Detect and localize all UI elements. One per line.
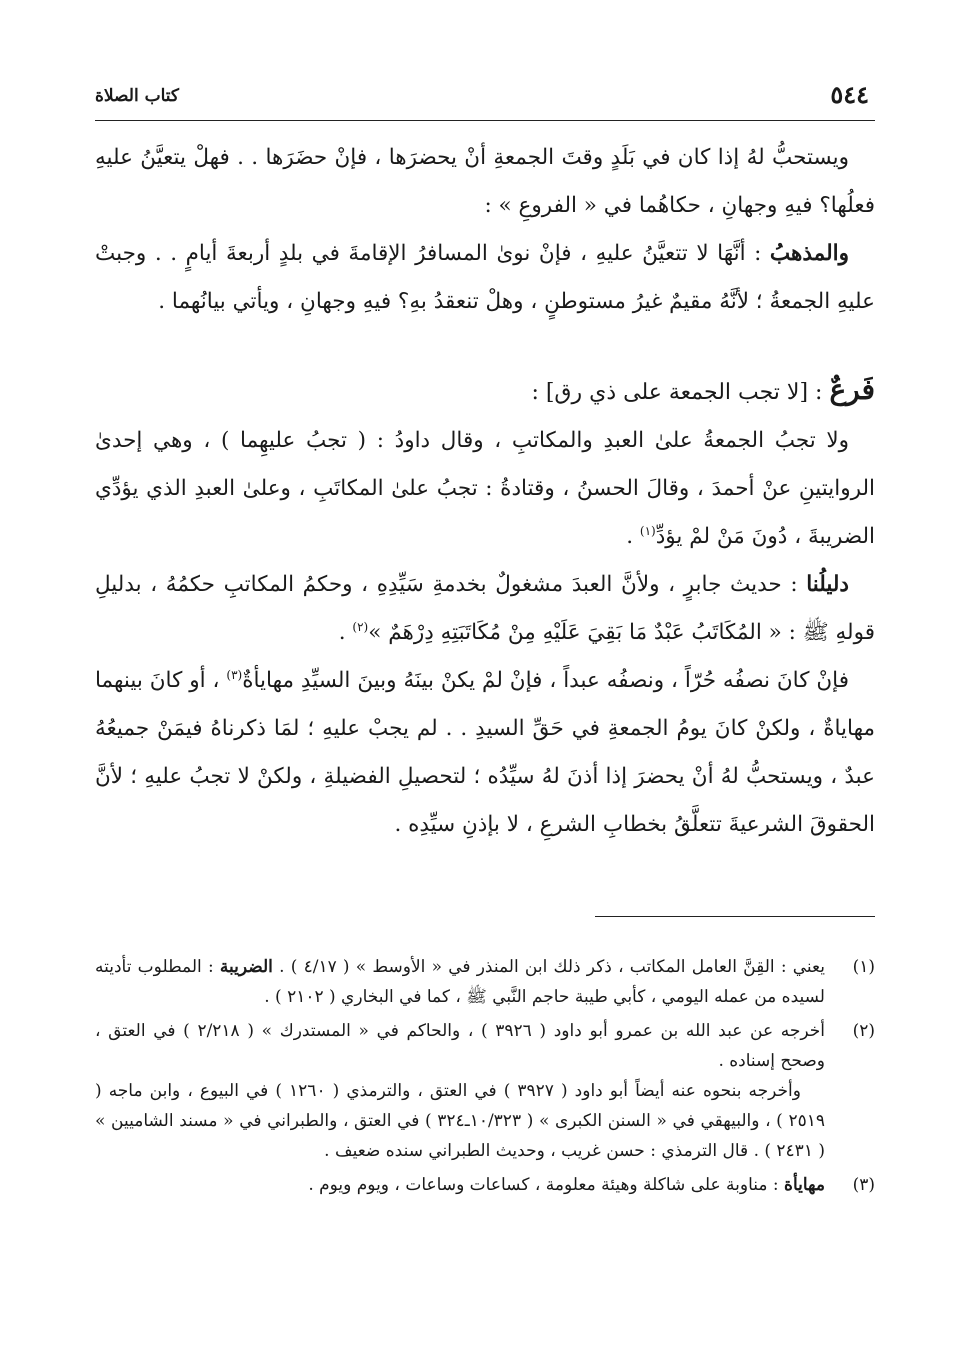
page-header — [95, 80, 875, 116]
paragraph-4: دليلُنا : حديث جابرٍ ، ولأنَّ العبدَ مشغولٌ بخدمةِ سَيِّدِهِ ، وحكمُ المكاتبِ حكمُهُ ، بدليلِ قولهِ ﷺ : « المُكَاتَبُ عَبْدٌ مَا بَقِيَ عَلَيْهِ مِنْ مُكَاتَبَتِهِ دِرْهَمٌ »$^{(٢)}$ . — [95, 572, 875, 645]
book-title: كتاب الصلاة — [95, 86, 180, 106]
footnote-number: (١) — [852, 957, 875, 977]
main-text — [95, 134, 875, 849]
footnote-number: (٢) — [852, 1021, 875, 1041]
footnote-ref-3[interactable]: (٣) — [226, 667, 243, 682]
header-rule — [95, 120, 875, 121]
footnote-2: (٢) أخرجه عن عبد الله بن عمرو أبو داود ( ٣٩٢٦ ) ، والحاكم في « المستدرك » ( ٢/٢١٨ ) في العتق ، وصحح إسناده . وأخرجه بنحوه عنه أيضاً أبو داود ( ٣٩٢٧ ) في العتق ، والترمذي ( ١٢٦٠ ) في البيوع ، وابن ماجه ( ٢٥١٩ ) ، والبيهقي في « السنن الكبرى » ( ١٠/٣٢٣ـ٣٢٤ ) في العتق ، والطبراني في « مسند الشاميين » ( ٢٤٣١ ) . قال الترمذي : حسن غريب ، وحديث الطبراني سنده ضعيف . — [95, 1016, 875, 1166]
paragraph-5: فإنْ كانَ نصفُه حُرّاً ، ونصفُه عبداً ، فإنْ لمْ يكنْ بينَهُ وبينَ السيِّدِ مهايأةٌ$^{(٣)}$ ، أو كانَ بينهما مهاياةٌ ، ولكنْ كانَ يومُ الجمعةِ في حَقِّ السيدِ . . لم يجبْ عليهِ ؛ لمَا ذكرناهُ فيمَنْ جميعُهُ عبدٌ ، ويستحبُّ لهُ أنْ يحضرَ إذا أذنَ لهُ سيِّدُه ؛ لتحصيلِ الفضيلةِ ، ولكنْ لا تجبُ عليهِ ؛ لأنَّ الحقوقَ الشرعيةَ تتعلَّقُ بخطابِ الشرعِ ، لا بإذنِ سيِّدِه . — [95, 667, 875, 837]
footnote-rule — [595, 916, 875, 917]
dalil-label: دليلُنا — [806, 572, 849, 597]
footnote-ref-2[interactable]: (٢) — [352, 619, 369, 634]
paragraph-1: ويستحبُّ لهُ إذا كان في بَلَدٍ وقتَ الجمعةِ أنْ يحضرَها ، فإنْ حضَرَها . . فهلْ يتعيَّنُ عليهِ فعلُها؟ فيهِ وجهانِ ، حكاهُما في « الفروعِ » : — [95, 145, 875, 218]
section-gap — [95, 326, 875, 366]
paragraph-2: والمذهبُ : أنَّهَا لا تتعيَّنُ عليهِ ، فإنْ نوىٰ المسافرُ الإقامةَ في بلدٍ أربعةَ أيامٍ . . وجبتْ عليهِ الجمعةُ ؛ لأنَّهُ مقيمٌ غيرُ مستوطنٍ ، وهلْ تنعقدُ بهِ؟ فيهِ وجهانِ ، ويأتي بيانُهما . — [95, 241, 875, 314]
footnotes — [95, 952, 875, 1204]
footnote-number: (٣) — [852, 1175, 875, 1195]
far-label: فَرعٌ — [829, 373, 875, 406]
footnote-3: (٣) مهايأة : مناوبة على شاكلة وهيئة معلومة ، كساعات وساعات ، ويوم ويوم . — [95, 1170, 875, 1200]
madhhab-label: والمذهبُ — [769, 241, 849, 266]
footnote-ref-1[interactable]: (١) — [639, 523, 656, 538]
page-number: ٥٤٤ — [830, 80, 869, 109]
section-heading: فَرعٌ : [لا تجب الجمعة على ذي رق] : — [531, 373, 875, 406]
footnote-1: (١) يعني : القِنَّ العامل المكاتب ، ذكر ذلك ابن المنذر في « الأوسط » ( ٤/١٧ ) . الضريبة : المطلوب تأديته لسيده من عمله اليومي ، كأبي طيبة حاجم النَّبي ﷺ ، كما في البخاري ( ٢١٠٢ ) . — [95, 952, 875, 1012]
paragraph-3: ولا تجبُ الجمعةُ علىٰ العبدِ والمكاتبِ ، وقال داودُ : ( تجبُ عليهِما ) ، وهي إحدىٰ الروايتينِ عنْ أحمدَ ، وقالَ الحسنُ ، وقتادةُ : تجبُ علىٰ المكاتَبِ ، وعلىٰ العبدِ الذي يؤدِّي الضريبةَ ، دُونَ مَنْ لمْ يؤدِّ$^{(١)}$ . — [95, 428, 875, 549]
book-page — [95, 0, 875, 1362]
